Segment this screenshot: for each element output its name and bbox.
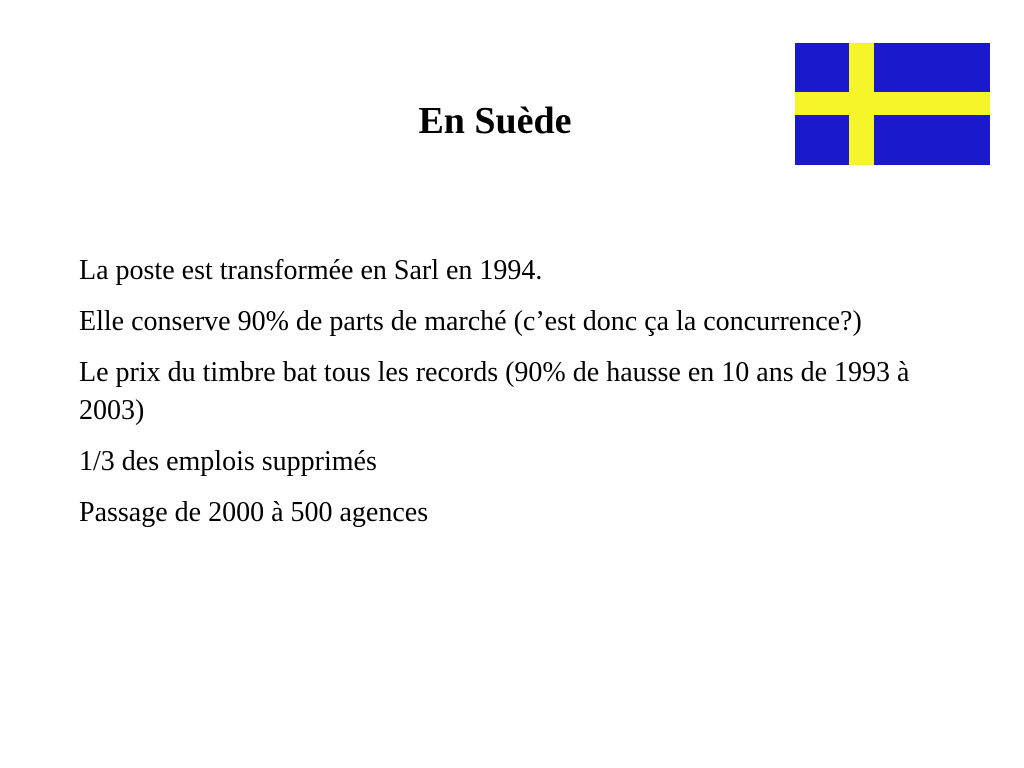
slide-title: En Suède bbox=[418, 100, 572, 142]
sweden-flag-icon bbox=[795, 43, 990, 165]
flag-horizontal-cross-bar bbox=[795, 92, 990, 115]
bullet-item: Le prix du timbre bat tous les records (90% de hausse en 10 ans de 1993 à 2003) bbox=[79, 357, 910, 426]
bullet-item: Elle conserve 90% de parts de marché (c’est donc ça la concurrence?) bbox=[79, 306, 862, 337]
bullet-item: 1/3 des emplois supprimés bbox=[79, 446, 377, 477]
bullet-item: Passage de 2000 à 500 agences bbox=[79, 497, 429, 528]
bullet-list bbox=[79, 252, 939, 545]
bullet-item: La poste est transformée en Sarl en 1994. bbox=[79, 255, 543, 286]
